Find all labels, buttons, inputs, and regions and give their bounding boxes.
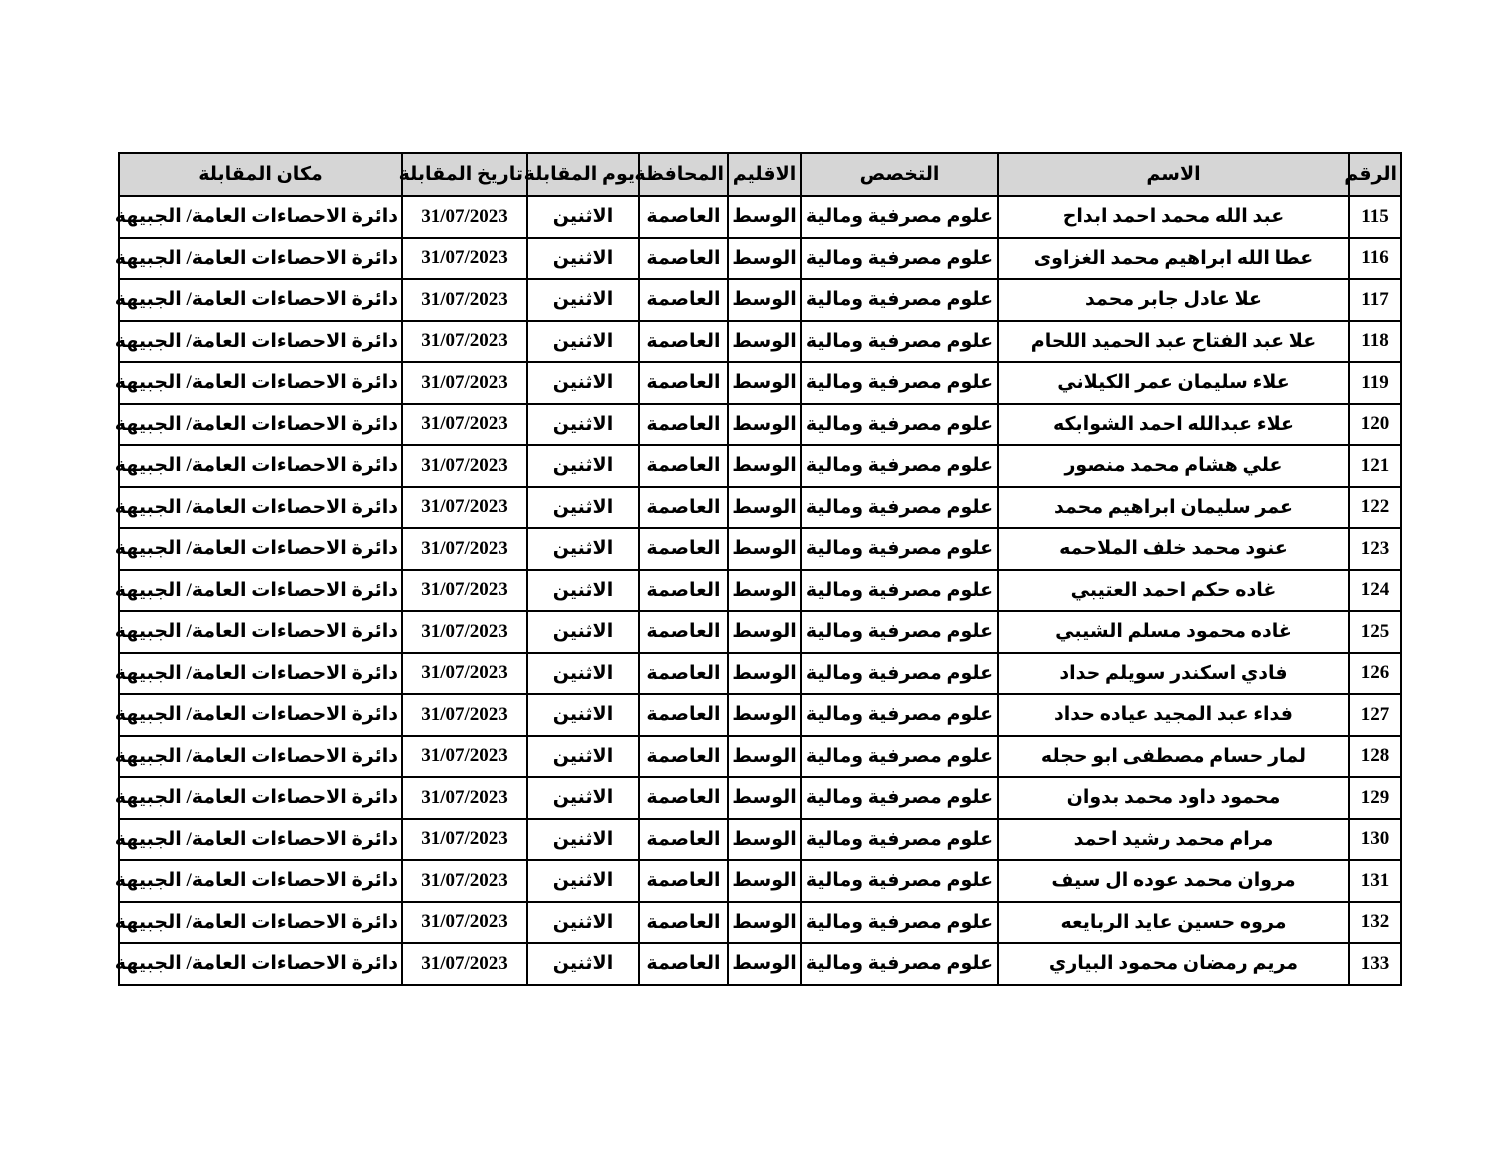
cell-name: عبد الله محمد احمد ابداح xyxy=(998,196,1349,238)
cell-num: 120 xyxy=(1349,404,1401,446)
cell-num: 127 xyxy=(1349,694,1401,736)
col-header-name: الاسم xyxy=(998,153,1349,196)
cell-name: مريم رمضان محمود البياري xyxy=(998,943,1349,985)
cell-place: دائرة الاحصاءات العامة/ الجبيهة xyxy=(119,321,402,363)
cell-spec: علوم مصرفية ومالية xyxy=(801,362,998,404)
cell-gov: العاصمة xyxy=(639,196,728,238)
cell-day: الاثنين xyxy=(527,445,639,487)
cell-region: الوسط xyxy=(728,653,801,695)
cell-place: دائرة الاحصاءات العامة/ الجبيهة xyxy=(119,819,402,861)
cell-place: دائرة الاحصاءات العامة/ الجبيهة xyxy=(119,238,402,280)
cell-date: 31/07/2023 xyxy=(402,238,527,280)
table-row xyxy=(119,362,1401,404)
table-row xyxy=(119,238,1401,280)
table-row xyxy=(119,196,1401,238)
cell-spec: علوم مصرفية ومالية xyxy=(801,860,998,902)
cell-place: دائرة الاحصاءات العامة/ الجبيهة xyxy=(119,445,402,487)
cell-place: دائرة الاحصاءات العامة/ الجبيهة xyxy=(119,487,402,529)
cell-name: فداء عبد المجيد عياده حداد xyxy=(998,694,1349,736)
cell-day: الاثنين xyxy=(527,777,639,819)
cell-date: 31/07/2023 xyxy=(402,860,527,902)
cell-num: 117 xyxy=(1349,279,1401,321)
cell-num: 131 xyxy=(1349,860,1401,902)
cell-place: دائرة الاحصاءات العامة/ الجبيهة xyxy=(119,528,402,570)
cell-name: مروه حسين عايد الربايعه xyxy=(998,902,1349,944)
cell-gov: العاصمة xyxy=(639,487,728,529)
col-header-governorate: المحافظة xyxy=(639,153,728,196)
cell-gov: العاصمة xyxy=(639,279,728,321)
cell-name: فادي اسكندر سويلم حداد xyxy=(998,653,1349,695)
cell-day: الاثنين xyxy=(527,653,639,695)
cell-name: محمود داود محمد بدوان xyxy=(998,777,1349,819)
cell-day: الاثنين xyxy=(527,238,639,280)
cell-spec: علوم مصرفية ومالية xyxy=(801,777,998,819)
col-header-number: الرقم xyxy=(1349,153,1401,196)
cell-date: 31/07/2023 xyxy=(402,902,527,944)
cell-spec: علوم مصرفية ومالية xyxy=(801,736,998,778)
cell-spec: علوم مصرفية ومالية xyxy=(801,279,998,321)
table-row xyxy=(119,694,1401,736)
cell-day: الاثنين xyxy=(527,611,639,653)
cell-date: 31/07/2023 xyxy=(402,736,527,778)
cell-name: لمار حسام مصطفى ابو حجله xyxy=(998,736,1349,778)
cell-place: دائرة الاحصاءات العامة/ الجبيهة xyxy=(119,694,402,736)
col-header-specialization: التخصص xyxy=(801,153,998,196)
cell-place: دائرة الاحصاءات العامة/ الجبيهة xyxy=(119,736,402,778)
cell-date: 31/07/2023 xyxy=(402,321,527,363)
table-row xyxy=(119,653,1401,695)
table-header xyxy=(119,153,1401,196)
cell-day: الاثنين xyxy=(527,819,639,861)
table-row xyxy=(119,279,1401,321)
cell-gov: العاصمة xyxy=(639,404,728,446)
cell-spec: علوم مصرفية ومالية xyxy=(801,611,998,653)
cell-name: عمر سليمان ابراهيم محمد xyxy=(998,487,1349,529)
cell-date: 31/07/2023 xyxy=(402,196,527,238)
cell-region: الوسط xyxy=(728,694,801,736)
table-row xyxy=(119,570,1401,612)
table-row xyxy=(119,445,1401,487)
table-row xyxy=(119,943,1401,985)
col-header-interview-date: تاريخ المقابلة xyxy=(402,153,527,196)
table-row xyxy=(119,528,1401,570)
cell-spec: علوم مصرفية ومالية xyxy=(801,819,998,861)
cell-day: الاثنين xyxy=(527,279,639,321)
cell-gov: العاصمة xyxy=(639,570,728,612)
cell-region: الوسط xyxy=(728,943,801,985)
cell-spec: علوم مصرفية ومالية xyxy=(801,487,998,529)
cell-place: دائرة الاحصاءات العامة/ الجبيهة xyxy=(119,653,402,695)
cell-num: 125 xyxy=(1349,611,1401,653)
cell-region: الوسط xyxy=(728,321,801,363)
cell-spec: علوم مصرفية ومالية xyxy=(801,196,998,238)
col-header-interview-place: مكان المقابلة xyxy=(119,153,402,196)
cell-num: 126 xyxy=(1349,653,1401,695)
cell-num: 122 xyxy=(1349,487,1401,529)
table-row xyxy=(119,819,1401,861)
cell-region: الوسط xyxy=(728,528,801,570)
cell-gov: العاصمة xyxy=(639,611,728,653)
table-row xyxy=(119,487,1401,529)
cell-place: دائرة الاحصاءات العامة/ الجبيهة xyxy=(119,196,402,238)
cell-day: الاثنين xyxy=(527,196,639,238)
cell-gov: العاصمة xyxy=(639,445,728,487)
cell-name: مروان محمد عوده ال سيف xyxy=(998,860,1349,902)
col-header-region: الاقليم xyxy=(728,153,801,196)
cell-day: الاثنين xyxy=(527,570,639,612)
cell-num: 123 xyxy=(1349,528,1401,570)
cell-gov: العاصمة xyxy=(639,860,728,902)
cell-name: علاء سليمان عمر الكيلاني xyxy=(998,362,1349,404)
cell-name: عنود محمد خلف الملاحمه xyxy=(998,528,1349,570)
cell-gov: العاصمة xyxy=(639,736,728,778)
cell-spec: علوم مصرفية ومالية xyxy=(801,445,998,487)
cell-region: الوسط xyxy=(728,611,801,653)
cell-day: الاثنين xyxy=(527,902,639,944)
cell-date: 31/07/2023 xyxy=(402,528,527,570)
cell-gov: العاصمة xyxy=(639,321,728,363)
cell-num: 132 xyxy=(1349,902,1401,944)
interview-schedule-table xyxy=(114,152,1402,986)
cell-place: دائرة الاحصاءات العامة/ الجبيهة xyxy=(119,362,402,404)
table-row xyxy=(119,611,1401,653)
cell-region: الوسط xyxy=(728,196,801,238)
cell-spec: علوم مصرفية ومالية xyxy=(801,653,998,695)
cell-spec: علوم مصرفية ومالية xyxy=(801,528,998,570)
cell-gov: العاصمة xyxy=(639,943,728,985)
cell-name: علاء عبدالله احمد الشوابكه xyxy=(998,404,1349,446)
cell-num: 119 xyxy=(1349,362,1401,404)
cell-region: الوسط xyxy=(728,487,801,529)
cell-place: دائرة الاحصاءات العامة/ الجبيهة xyxy=(119,860,402,902)
cell-date: 31/07/2023 xyxy=(402,653,527,695)
cell-day: الاثنين xyxy=(527,362,639,404)
cell-region: الوسط xyxy=(728,902,801,944)
table-row xyxy=(119,404,1401,446)
cell-gov: العاصمة xyxy=(639,819,728,861)
cell-name: غاده حكم احمد العتيبي xyxy=(998,570,1349,612)
cell-region: الوسط xyxy=(728,860,801,902)
cell-gov: العاصمة xyxy=(639,362,728,404)
cell-place: دائرة الاحصاءات العامة/ الجبيهة xyxy=(119,570,402,612)
cell-gov: العاصمة xyxy=(639,653,728,695)
cell-place: دائرة الاحصاءات العامة/ الجبيهة xyxy=(119,943,402,985)
table-row xyxy=(119,736,1401,778)
cell-day: الاثنين xyxy=(527,860,639,902)
table-row xyxy=(119,777,1401,819)
cell-region: الوسط xyxy=(728,445,801,487)
cell-num: 121 xyxy=(1349,445,1401,487)
cell-date: 31/07/2023 xyxy=(402,694,527,736)
cell-spec: علوم مصرفية ومالية xyxy=(801,902,998,944)
cell-day: الاثنين xyxy=(527,943,639,985)
table-row xyxy=(119,860,1401,902)
cell-num: 118 xyxy=(1349,321,1401,363)
cell-place: دائرة الاحصاءات العامة/ الجبيهة xyxy=(119,279,402,321)
cell-date: 31/07/2023 xyxy=(402,777,527,819)
header-row xyxy=(119,153,1401,196)
cell-day: الاثنين xyxy=(527,404,639,446)
cell-date: 31/07/2023 xyxy=(402,819,527,861)
cell-date: 31/07/2023 xyxy=(402,943,527,985)
cell-spec: علوم مصرفية ومالية xyxy=(801,238,998,280)
cell-place: دائرة الاحصاءات العامة/ الجبيهة xyxy=(119,777,402,819)
cell-region: الوسط xyxy=(728,777,801,819)
cell-date: 31/07/2023 xyxy=(402,570,527,612)
cell-region: الوسط xyxy=(728,404,801,446)
cell-spec: علوم مصرفية ومالية xyxy=(801,694,998,736)
col-header-interview-day: يوم المقابلة xyxy=(527,153,639,196)
cell-num: 130 xyxy=(1349,819,1401,861)
cell-day: الاثنين xyxy=(527,736,639,778)
cell-name: علي هشام محمد منصور xyxy=(998,445,1349,487)
cell-name: عطا الله ابراهيم محمد الغزاوى xyxy=(998,238,1349,280)
cell-gov: العاصمة xyxy=(639,777,728,819)
cell-name: غاده محمود مسلم الشيبي xyxy=(998,611,1349,653)
cell-day: الاثنين xyxy=(527,487,639,529)
cell-gov: العاصمة xyxy=(639,238,728,280)
cell-gov: العاصمة xyxy=(639,902,728,944)
cell-region: الوسط xyxy=(728,570,801,612)
cell-date: 31/07/2023 xyxy=(402,404,527,446)
cell-date: 31/07/2023 xyxy=(402,445,527,487)
cell-name: مرام محمد رشيد احمد xyxy=(998,819,1349,861)
cell-num: 133 xyxy=(1349,943,1401,985)
cell-name: علا عبد الفتاح عبد الحميد اللحام xyxy=(998,321,1349,363)
cell-num: 124 xyxy=(1349,570,1401,612)
table-row xyxy=(119,321,1401,363)
cell-name: علا عادل جابر محمد xyxy=(998,279,1349,321)
cell-region: الوسط xyxy=(728,238,801,280)
cell-day: الاثنين xyxy=(527,528,639,570)
cell-date: 31/07/2023 xyxy=(402,279,527,321)
cell-num: 128 xyxy=(1349,736,1401,778)
cell-gov: العاصمة xyxy=(639,528,728,570)
cell-date: 31/07/2023 xyxy=(402,611,527,653)
cell-place: دائرة الاحصاءات العامة/ الجبيهة xyxy=(119,902,402,944)
cell-gov: العاصمة xyxy=(639,694,728,736)
table-row xyxy=(119,902,1401,944)
cell-place: دائرة الاحصاءات العامة/ الجبيهة xyxy=(119,404,402,446)
cell-spec: علوم مصرفية ومالية xyxy=(801,943,998,985)
cell-spec: علوم مصرفية ومالية xyxy=(801,321,998,363)
cell-day: الاثنين xyxy=(527,694,639,736)
cell-spec: علوم مصرفية ومالية xyxy=(801,404,998,446)
cell-num: 116 xyxy=(1349,238,1401,280)
cell-region: الوسط xyxy=(728,736,801,778)
cell-place: دائرة الاحصاءات العامة/ الجبيهة xyxy=(119,611,402,653)
cell-region: الوسط xyxy=(728,279,801,321)
cell-date: 31/07/2023 xyxy=(402,487,527,529)
cell-region: الوسط xyxy=(728,362,801,404)
cell-day: الاثنين xyxy=(527,321,639,363)
cell-num: 129 xyxy=(1349,777,1401,819)
cell-num: 115 xyxy=(1349,196,1401,238)
table-body xyxy=(114,196,1401,985)
cell-spec: علوم مصرفية ومالية xyxy=(801,570,998,612)
cell-date: 31/07/2023 xyxy=(402,362,527,404)
cell-region: الوسط xyxy=(728,819,801,861)
